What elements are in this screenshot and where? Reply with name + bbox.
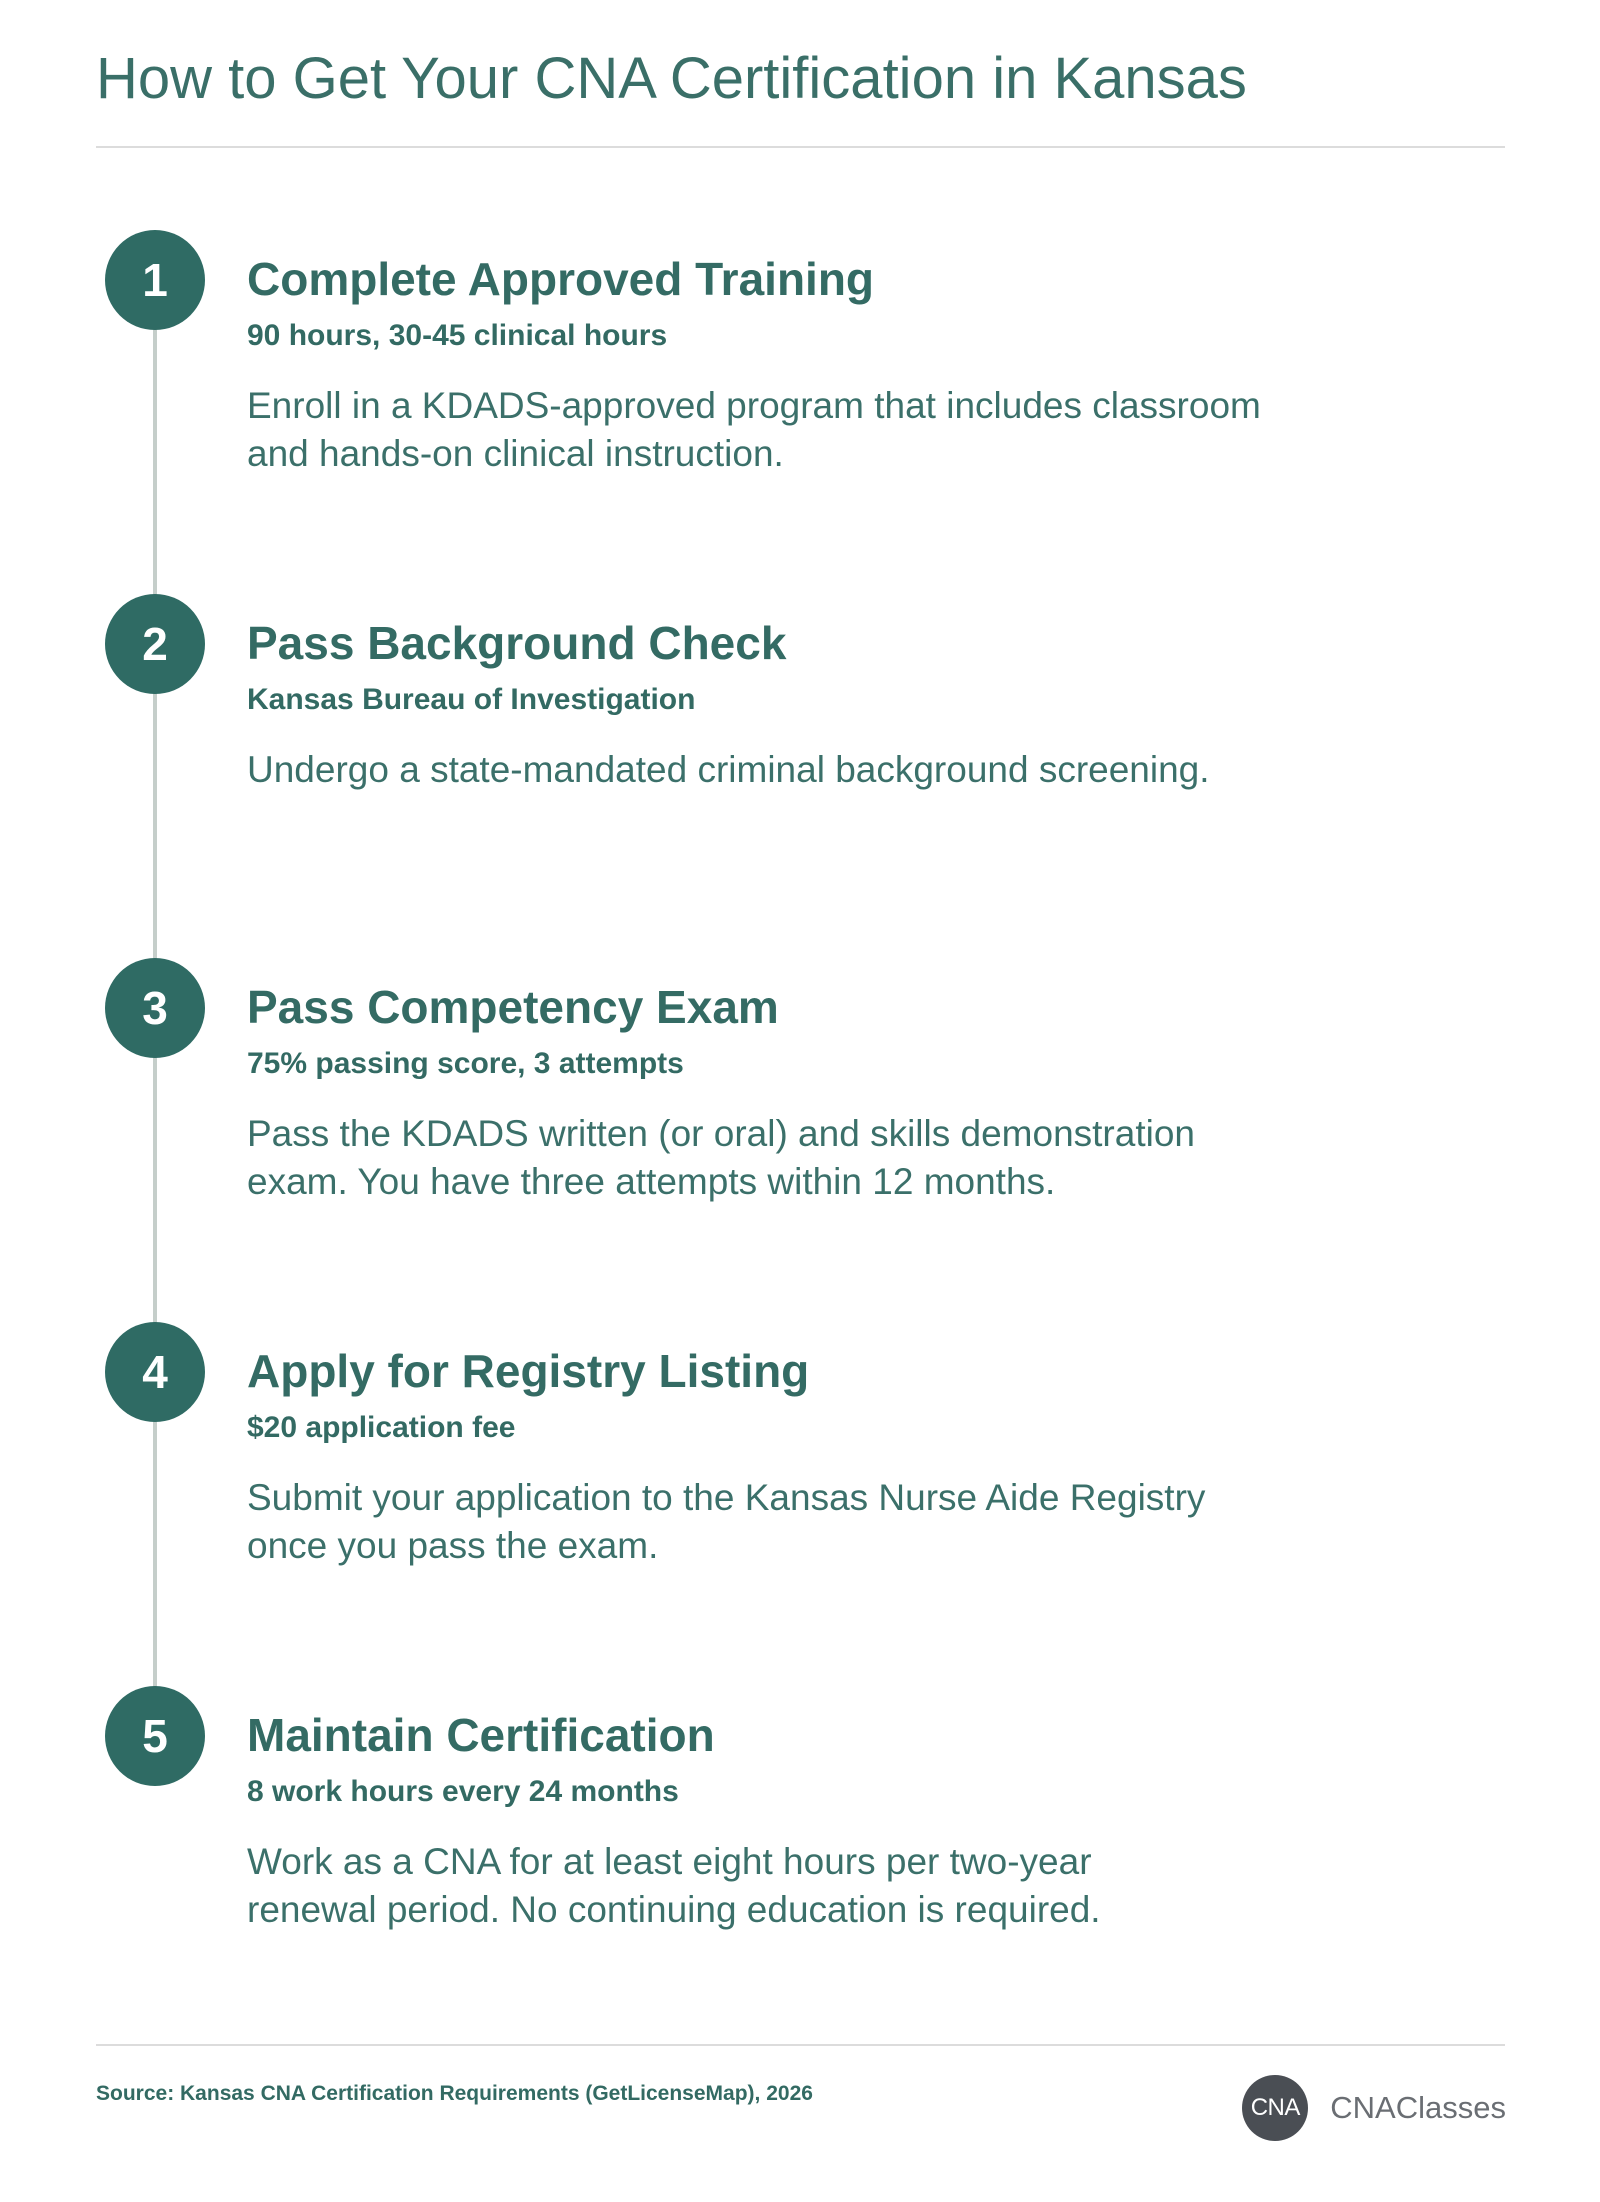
step-description-line: Submit your application to the Kansas Nurse Aide Registry: [247, 1477, 1206, 1518]
step-meta: 90 hours, 30-45 clinical hours: [247, 319, 668, 352]
step-meta: 8 work hours every 24 months: [247, 1775, 679, 1808]
step-meta: Kansas Bureau of Investigation: [247, 683, 696, 716]
step-title: Maintain Certification: [247, 1709, 715, 1761]
brand-name: CNAClasses: [1330, 2090, 1506, 2125]
step-title: Complete Approved Training: [247, 253, 875, 305]
step-title: Apply for Registry Listing: [247, 1345, 810, 1397]
step-description-line: Pass the KDADS written (or oral) and skills demonstration: [247, 1113, 1195, 1154]
cna-logo-icon: CNA: [1242, 2075, 1308, 2141]
step-description: [247, 1110, 1397, 1206]
step-description: [247, 1474, 1397, 1570]
page-title: How to Get Your CNA Certification in Kansas: [96, 46, 1247, 111]
source-citation: Source: Kansas CNA Certification Requirements (GetLicenseMap), 2026: [96, 2082, 813, 2105]
step-meta: $20 application fee: [247, 1411, 516, 1444]
step-description-line: Work as a CNA for at least eight hours per two-year: [247, 1841, 1092, 1882]
step-number-badge: 5: [105, 1686, 205, 1786]
step-number-badge: 1: [105, 230, 205, 330]
header-divider: [96, 146, 1505, 148]
step-description-line: Enroll in a KDADS-approved program that includes classroom: [247, 385, 1261, 426]
step-description: [247, 746, 1397, 794]
brand-lockup[interactable]: [1242, 2074, 1506, 2142]
step-description-line: Undergo a state-mandated criminal background screening.: [247, 749, 1210, 790]
step-description-line: and hands-on clinical instruction.: [247, 433, 784, 474]
step-description-line: exam. You have three attempts within 12 months.: [247, 1161, 1056, 1202]
step-title: Pass Competency Exam: [247, 981, 779, 1033]
step-description: [247, 1838, 1397, 1934]
step-description-line: renewal period. No continuing education is required.: [247, 1889, 1101, 1930]
step-number-badge: 4: [105, 1322, 205, 1422]
step-meta: 75% passing score, 3 attempts: [247, 1047, 684, 1080]
step-description: [247, 382, 1397, 478]
footer-divider: [96, 2044, 1505, 2046]
step-description-line: once you pass the exam.: [247, 1525, 659, 1566]
step-number-badge: 2: [105, 594, 205, 694]
step-title: Pass Background Check: [247, 617, 787, 669]
step-number-badge: 3: [105, 958, 205, 1058]
